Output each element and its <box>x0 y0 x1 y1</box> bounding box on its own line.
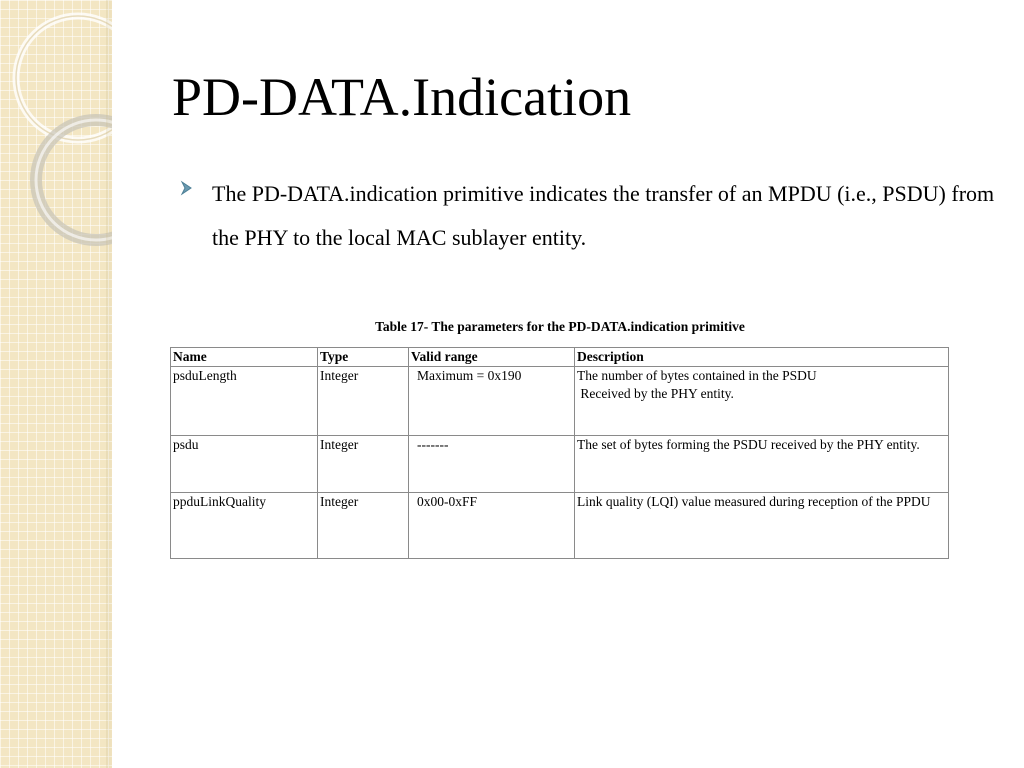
table-caption: Table 17- The parameters for the PD-DATA.indication primitive <box>375 319 745 334</box>
cell-name: psduLength <box>171 367 318 436</box>
cell-description <box>575 367 949 436</box>
description-line: Received by the PHY entity. <box>580 386 734 401</box>
cell-description: The set of bytes forming the PSDU received by the PHY entity. <box>575 436 949 493</box>
cell-name: ppduLinkQuality <box>171 493 318 559</box>
cell-range: ------- <box>409 436 575 493</box>
bullet-item <box>180 172 1010 260</box>
bullet-text: The PD-DATA.indication primitive indicates the transfer of an MPDU (i.e., PSDU) from the PHY to the local MAC sublayer entity. <box>212 181 995 250</box>
cell-type: Integer <box>318 436 409 493</box>
cell-name: psdu <box>171 436 318 493</box>
cell-description: Link quality (LQI) value measured during reception of the PPDU <box>575 493 949 559</box>
slide-title: PD-DATA.Indication <box>172 67 632 127</box>
cell-range: 0x00-0xFF <box>409 493 575 559</box>
cell-range: Maximum = 0x190 <box>409 367 575 436</box>
parameters-table <box>170 347 949 559</box>
table-row <box>171 493 949 559</box>
table-row <box>171 436 949 493</box>
arrow-bullet-icon <box>180 172 212 201</box>
header-valid-range: Valid range <box>409 348 575 367</box>
decorative-circles <box>0 0 112 768</box>
header-description: Description <box>575 348 949 367</box>
header-name: Name <box>171 348 318 367</box>
cell-type: Integer <box>318 493 409 559</box>
header-type: Type <box>318 348 409 367</box>
table-header-row <box>171 348 949 367</box>
description-line: The number of bytes contained in the PSDU <box>577 368 817 383</box>
cell-type: Integer <box>318 367 409 436</box>
decorative-sidebar <box>0 0 112 768</box>
table-row <box>171 367 949 436</box>
